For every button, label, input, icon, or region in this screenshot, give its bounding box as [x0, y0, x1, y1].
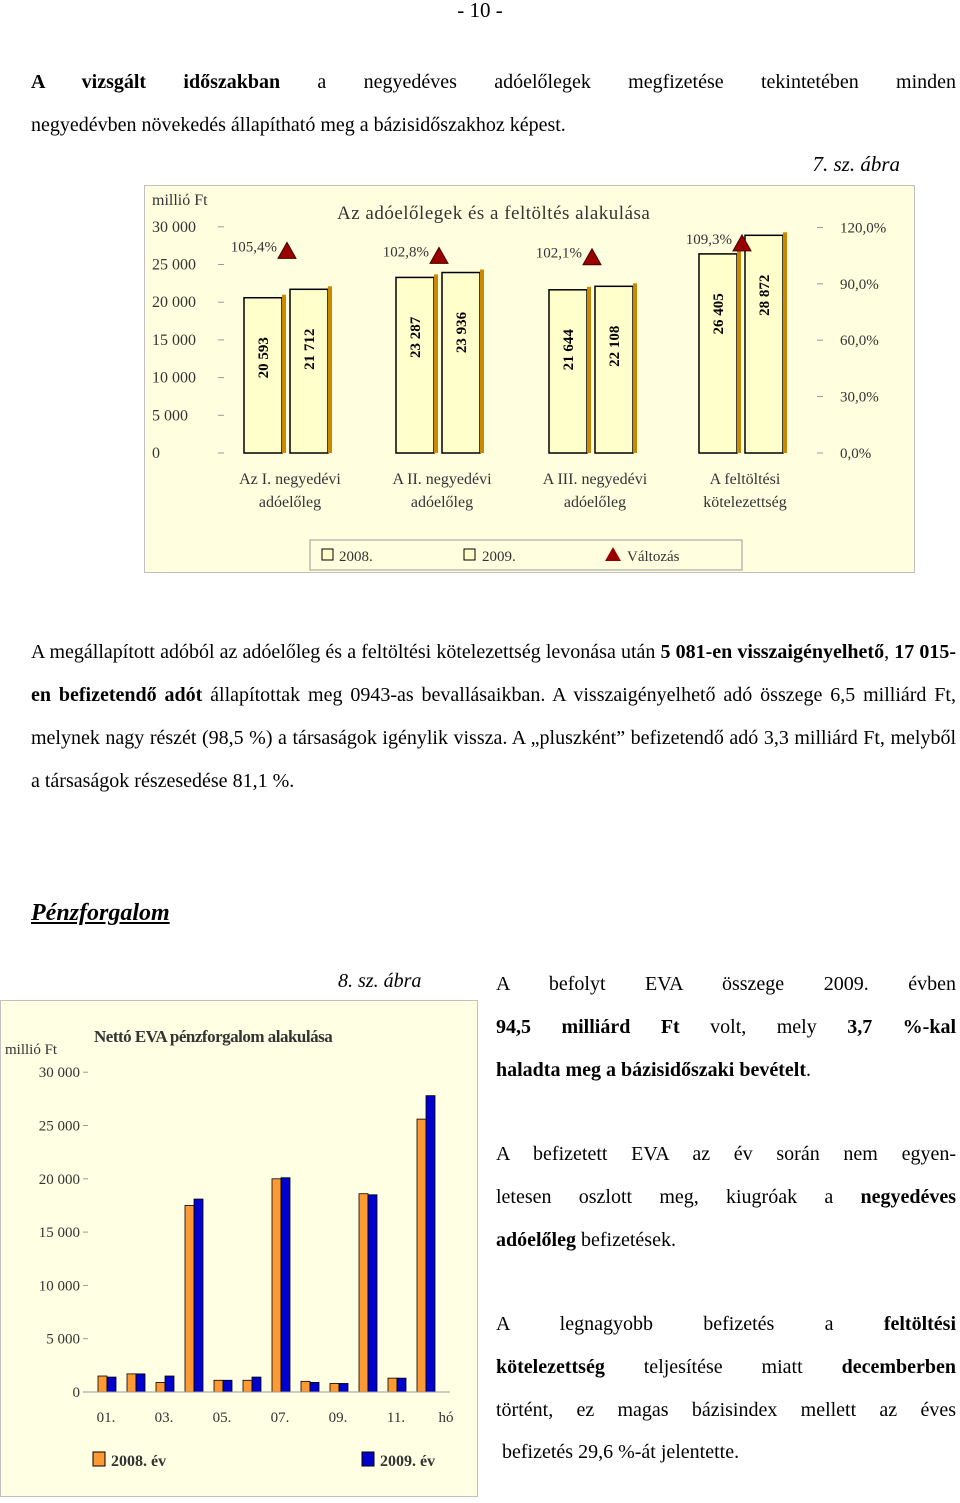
bar-2009-value-label: 28 872	[757, 274, 773, 316]
x-tick-label: 07.	[270, 1410, 290, 1426]
y-tick-label: 5 000	[46, 1331, 80, 1348]
y-tick-label: 30 000	[152, 218, 196, 236]
change-label: 102,8%	[382, 244, 429, 261]
category-label: Az I. negyedévi	[239, 471, 341, 488]
x-axis-label: hó	[438, 1410, 454, 1426]
bar-2008-value-label: 23 287	[408, 316, 424, 359]
y-tick-label: 25 000	[38, 1118, 80, 1135]
legend-label-change: Változás	[627, 549, 680, 565]
right-text-line-8	[496, 1346, 956, 1389]
legend-label-2009: 2009. év	[380, 1453, 436, 1470]
bar-2008	[156, 1382, 165, 1392]
section-title: Pénzforgalom	[31, 900, 170, 926]
right-text-p3-t2: teljesítése miatt	[604, 1356, 842, 1378]
advance-payments-chart	[144, 185, 915, 573]
right-text-line-3	[496, 1049, 956, 1092]
right-text-line-4: A befizetett EVA az év során nem egyen-	[496, 1143, 956, 1165]
intro-paragraph	[31, 61, 956, 147]
bar-2009-value-label: 23 936	[454, 311, 470, 354]
right-text-p3-t1: A legnagyobb befizetés a	[496, 1313, 884, 1335]
y-tick-label: 15 000	[38, 1225, 80, 1242]
bar-2009-shadow	[328, 286, 332, 453]
legend-swatch-2009	[362, 1452, 374, 1466]
bar-2009-value-label: 21 712	[302, 328, 318, 370]
category-label: A III. negyedévi	[542, 471, 648, 488]
bar-2008-shadow	[282, 295, 286, 453]
bar-2009-value-label: 22 108	[607, 325, 623, 367]
bar-2008	[127, 1374, 136, 1392]
bar-2009	[426, 1096, 435, 1392]
intro-bold: A vizsgált időszakban	[31, 71, 281, 93]
category-label: A feltöltési	[709, 471, 781, 488]
y2-tick-label: 120,0%	[840, 220, 887, 237]
bar-2008	[272, 1179, 281, 1392]
bar-2008	[243, 1380, 252, 1392]
bar-2009	[745, 235, 783, 453]
category-label: adóelőleg	[258, 494, 322, 511]
para2-text-2: ,	[884, 641, 895, 663]
right-text-p3-b1: feltöltési	[883, 1313, 956, 1335]
y2-tick-label: 30,0%	[840, 389, 879, 406]
legend-label-2008: 2008. év	[111, 1453, 167, 1470]
y-tick-label: 25 000	[152, 256, 196, 274]
right-text-line-2	[496, 1006, 956, 1049]
intro-line-2: negyedévben növekedés állapítható meg a bázisidőszakhoz képest.	[31, 114, 566, 136]
y2-tick-label: 60,0%	[840, 333, 879, 350]
right-text-p2-t1: letesen oszlott meg, kiugróak a	[496, 1186, 861, 1208]
category-label: adóelőleg	[563, 494, 627, 511]
bar-2008-value-label: 20 593	[256, 337, 272, 379]
right-text-bold-base: haladta meg a bázisidőszaki bevételt	[496, 1059, 806, 1081]
tax-assessment-paragraph	[31, 631, 956, 803]
bar-2008-value-label: 26 405	[711, 293, 727, 335]
category-label: A II. negyedévi	[392, 471, 492, 488]
bar-2009	[397, 1378, 406, 1392]
bar-2009	[595, 286, 633, 453]
bar-2008-shadow	[587, 287, 591, 453]
y-tick-label: 15 000	[152, 331, 196, 349]
bar-2009	[194, 1199, 203, 1392]
bar-2008-shadow	[434, 274, 438, 453]
bar-2009-shadow	[633, 283, 637, 453]
bar-2009-shadow	[783, 232, 787, 453]
bar-2008	[359, 1194, 368, 1392]
y-tick-label: 10 000	[152, 369, 196, 387]
bar-2009	[310, 1382, 319, 1392]
figure-8-label: 8. sz. ábra	[338, 970, 422, 992]
eva-growth-rate: 3,7 %-kal	[847, 1016, 957, 1038]
bar-2009	[290, 289, 328, 453]
right-text-p3-b3: decemberben	[841, 1356, 956, 1378]
bar-2009	[223, 1380, 232, 1392]
category-label: kötelezettség	[703, 494, 787, 511]
y2-tick-label: 90,0%	[840, 276, 879, 293]
legend-label-2008: 2008.	[339, 549, 373, 565]
legend-swatch-2008	[322, 549, 333, 560]
right-text-line-9: történt, ez magas bázisindex mellett az éves	[496, 1399, 956, 1421]
x-tick-label: 01.	[96, 1410, 116, 1426]
y-tick-label: 10 000	[38, 1278, 80, 1295]
bar-2008	[417, 1119, 426, 1392]
right-text-connector: volt, mely	[679, 1016, 848, 1038]
right-text-line-7	[496, 1303, 956, 1346]
bar-2009	[252, 1377, 261, 1392]
legend-swatch-2008	[93, 1452, 105, 1466]
page-number: - 10 -	[457, 0, 503, 22]
y-tick-label: 30 000	[38, 1065, 80, 1082]
x-tick-label: 03.	[154, 1410, 174, 1426]
bar-2008	[185, 1205, 194, 1392]
right-text-line-6	[496, 1219, 956, 1262]
change-label: 105,4%	[230, 239, 277, 256]
bar-2009-shadow	[480, 270, 484, 453]
x-tick-label: 09.	[328, 1410, 348, 1426]
intro-rest: a negyedéves adóelőlegek megfizetése tekintetében minden	[317, 71, 956, 93]
legend-swatch-2009	[464, 549, 475, 560]
bar-2009	[107, 1377, 116, 1392]
right-text-p2-t2: befizetések.	[576, 1229, 676, 1251]
bar-2008	[98, 1376, 107, 1392]
bar-2009	[281, 1178, 290, 1392]
bar-2009	[368, 1195, 377, 1392]
right-text-p2-b2: adóelőleg	[496, 1229, 576, 1251]
right-text-p3-b2: kötelezettség	[496, 1356, 605, 1378]
right-text-line-10: befizetés 29,6 %-át jelentette.	[502, 1441, 740, 1463]
bar-2009	[339, 1383, 348, 1392]
bar-2008-value-label: 21 644	[561, 329, 577, 371]
figure-7-label: 7. sz. ábra	[812, 152, 900, 176]
right-text-line-5	[496, 1176, 956, 1219]
intro-line-1	[31, 61, 956, 104]
bar-2008	[699, 254, 737, 453]
y-axis-unit: millió Ft	[152, 192, 208, 209]
right-text-p2-b1: negyedéves	[860, 1186, 956, 1208]
y-tick-label: 0	[152, 445, 160, 462]
bar-2008	[214, 1380, 223, 1392]
right-text-period: .	[806, 1059, 811, 1081]
y-tick-label: 20 000	[152, 294, 196, 312]
category-label: adóelőleg	[410, 494, 474, 511]
para2-text-1: A megállapított adóból az adóelőleg és a feltöltési kötelezettség levonása után	[31, 641, 661, 663]
legend-label-2009: 2009.	[482, 549, 516, 565]
y2-tick-label: 0,0%	[840, 446, 872, 462]
y-axis-unit: millió Ft	[5, 1042, 58, 1058]
y-tick-label: 0	[72, 1385, 80, 1401]
change-label: 109,3%	[685, 231, 732, 248]
eva-cashflow-chart	[0, 1000, 478, 1497]
para2-bold-2: 17 015-en befizetendő adót	[31, 641, 957, 706]
eva-total-amount: 94,5 milliárd Ft	[496, 1016, 680, 1038]
para2-bold-1: 5 081-en visszaigényelhető	[660, 641, 885, 663]
y-tick-label: 20 000	[38, 1171, 80, 1188]
bar-2009	[136, 1374, 145, 1392]
change-label: 102,1%	[535, 245, 582, 262]
x-tick-label: 11.	[386, 1410, 406, 1426]
bar-2009	[442, 273, 480, 453]
x-tick-label: 05.	[212, 1410, 232, 1426]
bar-2009	[165, 1376, 174, 1392]
chart-title: Nettó EVA pénzforgalom alakulása	[94, 1027, 333, 1046]
bar-2008	[388, 1378, 397, 1392]
para2-text-3: állapítottak meg 0943-as bevallásaikban. A visszaigényelhető adó összege 6,5 milliárd Ft, melynek nagy részét (98,5 %) a társaságok igénylik vissza. A „pluszként” befizetendő adó 3,3 milliárd Ft, melyből a társaságok részesedése 81,1 %.	[31, 684, 956, 792]
right-text-line-1: A befolyt EVA összege 2009. évben	[496, 973, 956, 995]
bar-2008	[330, 1383, 339, 1392]
bar-2008-shadow	[737, 251, 741, 453]
bar-2008	[301, 1381, 310, 1392]
chart-title: Az adóelőlegek és a feltöltés alakulása	[337, 203, 651, 224]
bar-2008	[396, 277, 434, 453]
y-tick-label: 5 000	[152, 407, 188, 425]
